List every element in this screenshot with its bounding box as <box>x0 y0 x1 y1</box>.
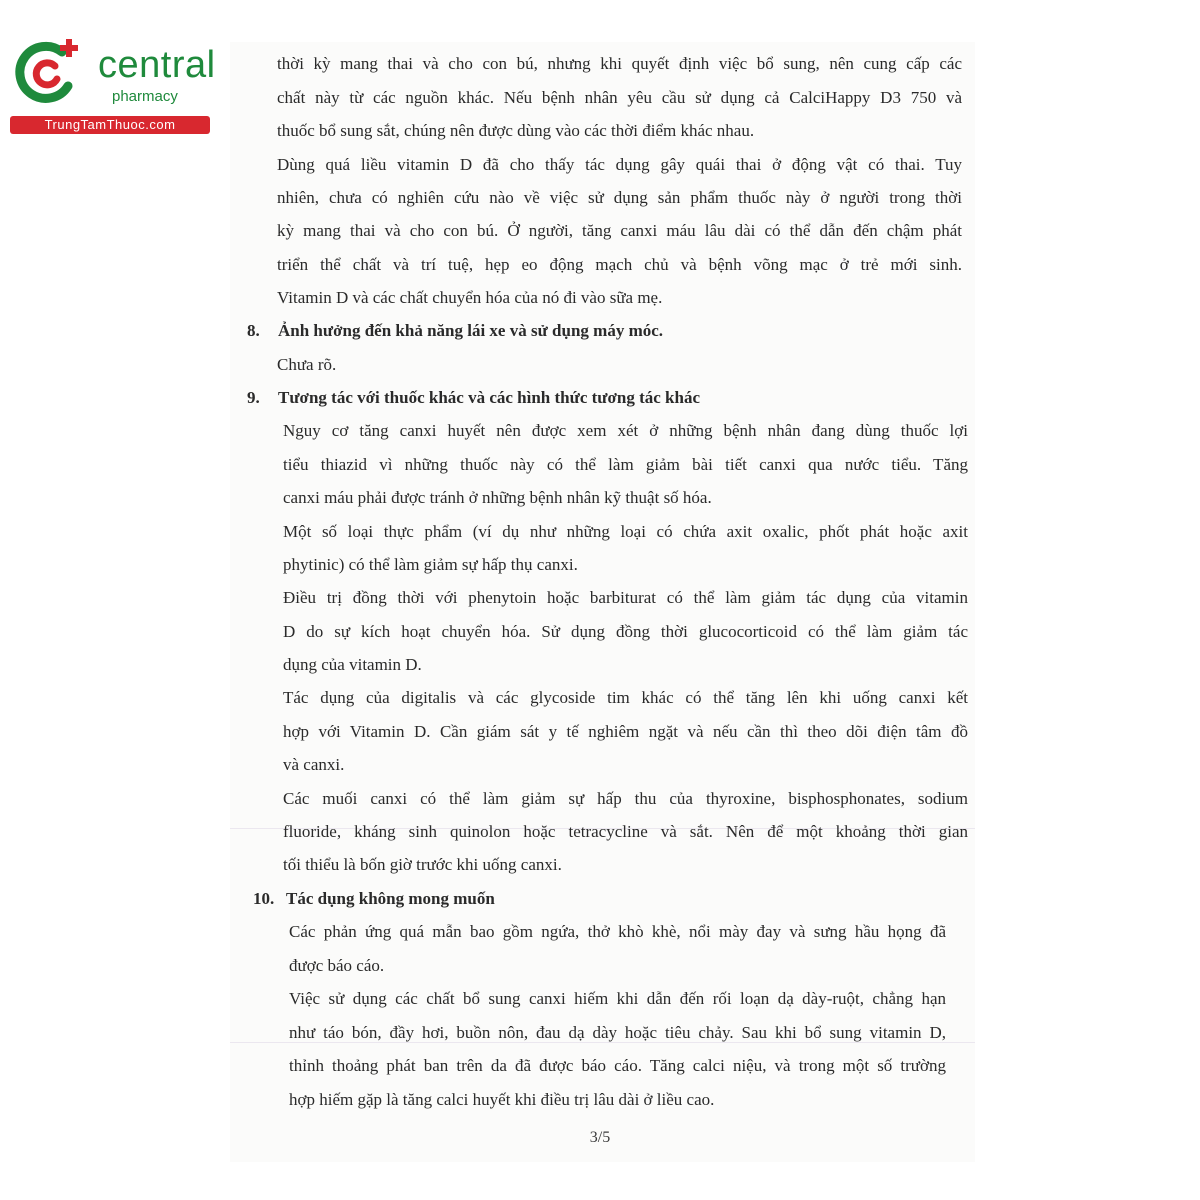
text-line: Một số loại thực phẩm (ví dụ như những loại có chứa axit oxalic, phốt phát hoặc axit <box>283 522 968 541</box>
text-line: Điều trị đồng thời với phenytoin hoặc barbiturat có thể làm giảm tác dụng của vitamin <box>283 588 968 607</box>
pharmacy-cross-logo-icon <box>10 36 90 106</box>
brand-name: central <box>98 44 216 86</box>
section-number: 10. <box>253 889 275 908</box>
text-line: nhiên, chưa có nghiên cứu nào về việc sử dụng sản phẩm thuốc này ở người trong thời <box>277 188 962 207</box>
text-line: Việc sử dụng các chất bổ sung canxi hiếm khi dẫn đến rối loạn dạ dày-ruột, chẳng hạn <box>289 989 946 1008</box>
section-number: 9. <box>247 388 260 407</box>
text-line: Vitamin D và các chất chuyển hóa của nó đi vào sữa mẹ. <box>277 288 663 307</box>
text-line: canxi máu phải được tránh ở những bệnh nhân kỹ thuật số hóa. <box>283 488 712 507</box>
text-line: thỉnh thoảng phát ban trên da đã được báo cáo. Tăng calci niệu, và trong một số trường <box>289 1056 946 1075</box>
text-line: fluoride, kháng sinh quinolon hoặc tetracycline và sắt. Nên để một khoảng thời gian <box>283 822 968 841</box>
text-line: chất này từ các nguồn khác. Nếu bệnh nhân yêu cầu sử dụng cả CalciHappy D3 750 và <box>277 88 962 107</box>
text-line: Chưa rõ. <box>277 355 337 374</box>
text-line: thuốc bổ sung sắt, chúng nên được dùng vào các thời điểm khác nhau. <box>277 121 755 140</box>
text-line: hợp hiếm gặp là tăng calci huyết khi điều trị lâu dài ở liều cao. <box>289 1090 715 1109</box>
section-heading: Tương tác với thuốc khác và các hình thức tương tác khác <box>278 388 701 407</box>
text-line: như táo bón, đầy hơi, buồn nôn, đau dạ dày hoặc tiêu chảy. Sau khi bổ sung vitamin D, <box>289 1023 946 1042</box>
text-line: tối thiểu là bốn giờ trước khi uống canxi. <box>283 855 562 874</box>
text-line: kỳ mang thai và cho con bú. Ở người, tăng canxi máu lâu dài có thể dẫn đến chậm phát <box>277 221 962 240</box>
page-number: 3/5 <box>589 1129 611 1146</box>
text-line: tiểu thiazid vì những thuốc này có thể làm giảm bài tiết canxi qua nước tiểu. Tăng <box>283 455 968 474</box>
text-line: Nguy cơ tăng canxi huyết nên được xem xét ở những bệnh nhân đang dùng thuốc lợi <box>283 421 968 440</box>
section-heading: Tác dụng không mong muốn <box>286 889 495 908</box>
section-number: 8. <box>247 321 260 340</box>
brand-subtitle: pharmacy <box>112 88 178 105</box>
text-line: được báo cáo. <box>289 956 385 975</box>
text-line: D do sự kích hoạt chuyển hóa. Sử dụng đồng thời glucocorticoid có thể làm giảm tác <box>283 622 968 641</box>
text-line: và canxi. <box>283 755 345 774</box>
text-line: Các muối canxi có thể làm giảm sự hấp thu của thyroxine, bisphosphonates, sodium <box>283 789 968 808</box>
text-line: Tác dụng của digitalis và các glycoside tim khác có thể tăng lên khi uống canxi kết <box>283 688 968 707</box>
central-pharmacy-logo[interactable] <box>10 36 215 136</box>
text-line: phytinic) có thể làm giảm sự hấp thụ canxi. <box>283 555 578 574</box>
text-line: Các phản ứng quá mẫn bao gồm ngứa, thở khò khè, nổi mày đay và sưng hầu họng đã <box>289 922 946 941</box>
text-line: triển thể chất và trí tuệ, hẹp eo động mạch chủ và bệnh võng mạc ở trẻ mới sinh. <box>277 255 962 274</box>
text-line: Dùng quá liều vitamin D đã cho thấy tác dụng gây quái thai ở động vật có thai. Tuy <box>277 155 962 174</box>
text-line: hợp với Vitamin D. Cần giám sát y tế nghiêm ngặt và nếu cần thì theo dõi điện tâm đồ <box>283 722 968 741</box>
text-line: dụng của vitamin D. <box>283 655 422 674</box>
brand-url[interactable]: TrungTamThuoc.com <box>10 116 210 134</box>
section-heading: Ảnh hưởng đến khả năng lái xe và sử dụng máy móc. <box>278 321 664 340</box>
text-line: thời kỳ mang thai và cho con bú, nhưng khi quyết định việc bổ sung, nên cung cấp các <box>277 54 962 73</box>
